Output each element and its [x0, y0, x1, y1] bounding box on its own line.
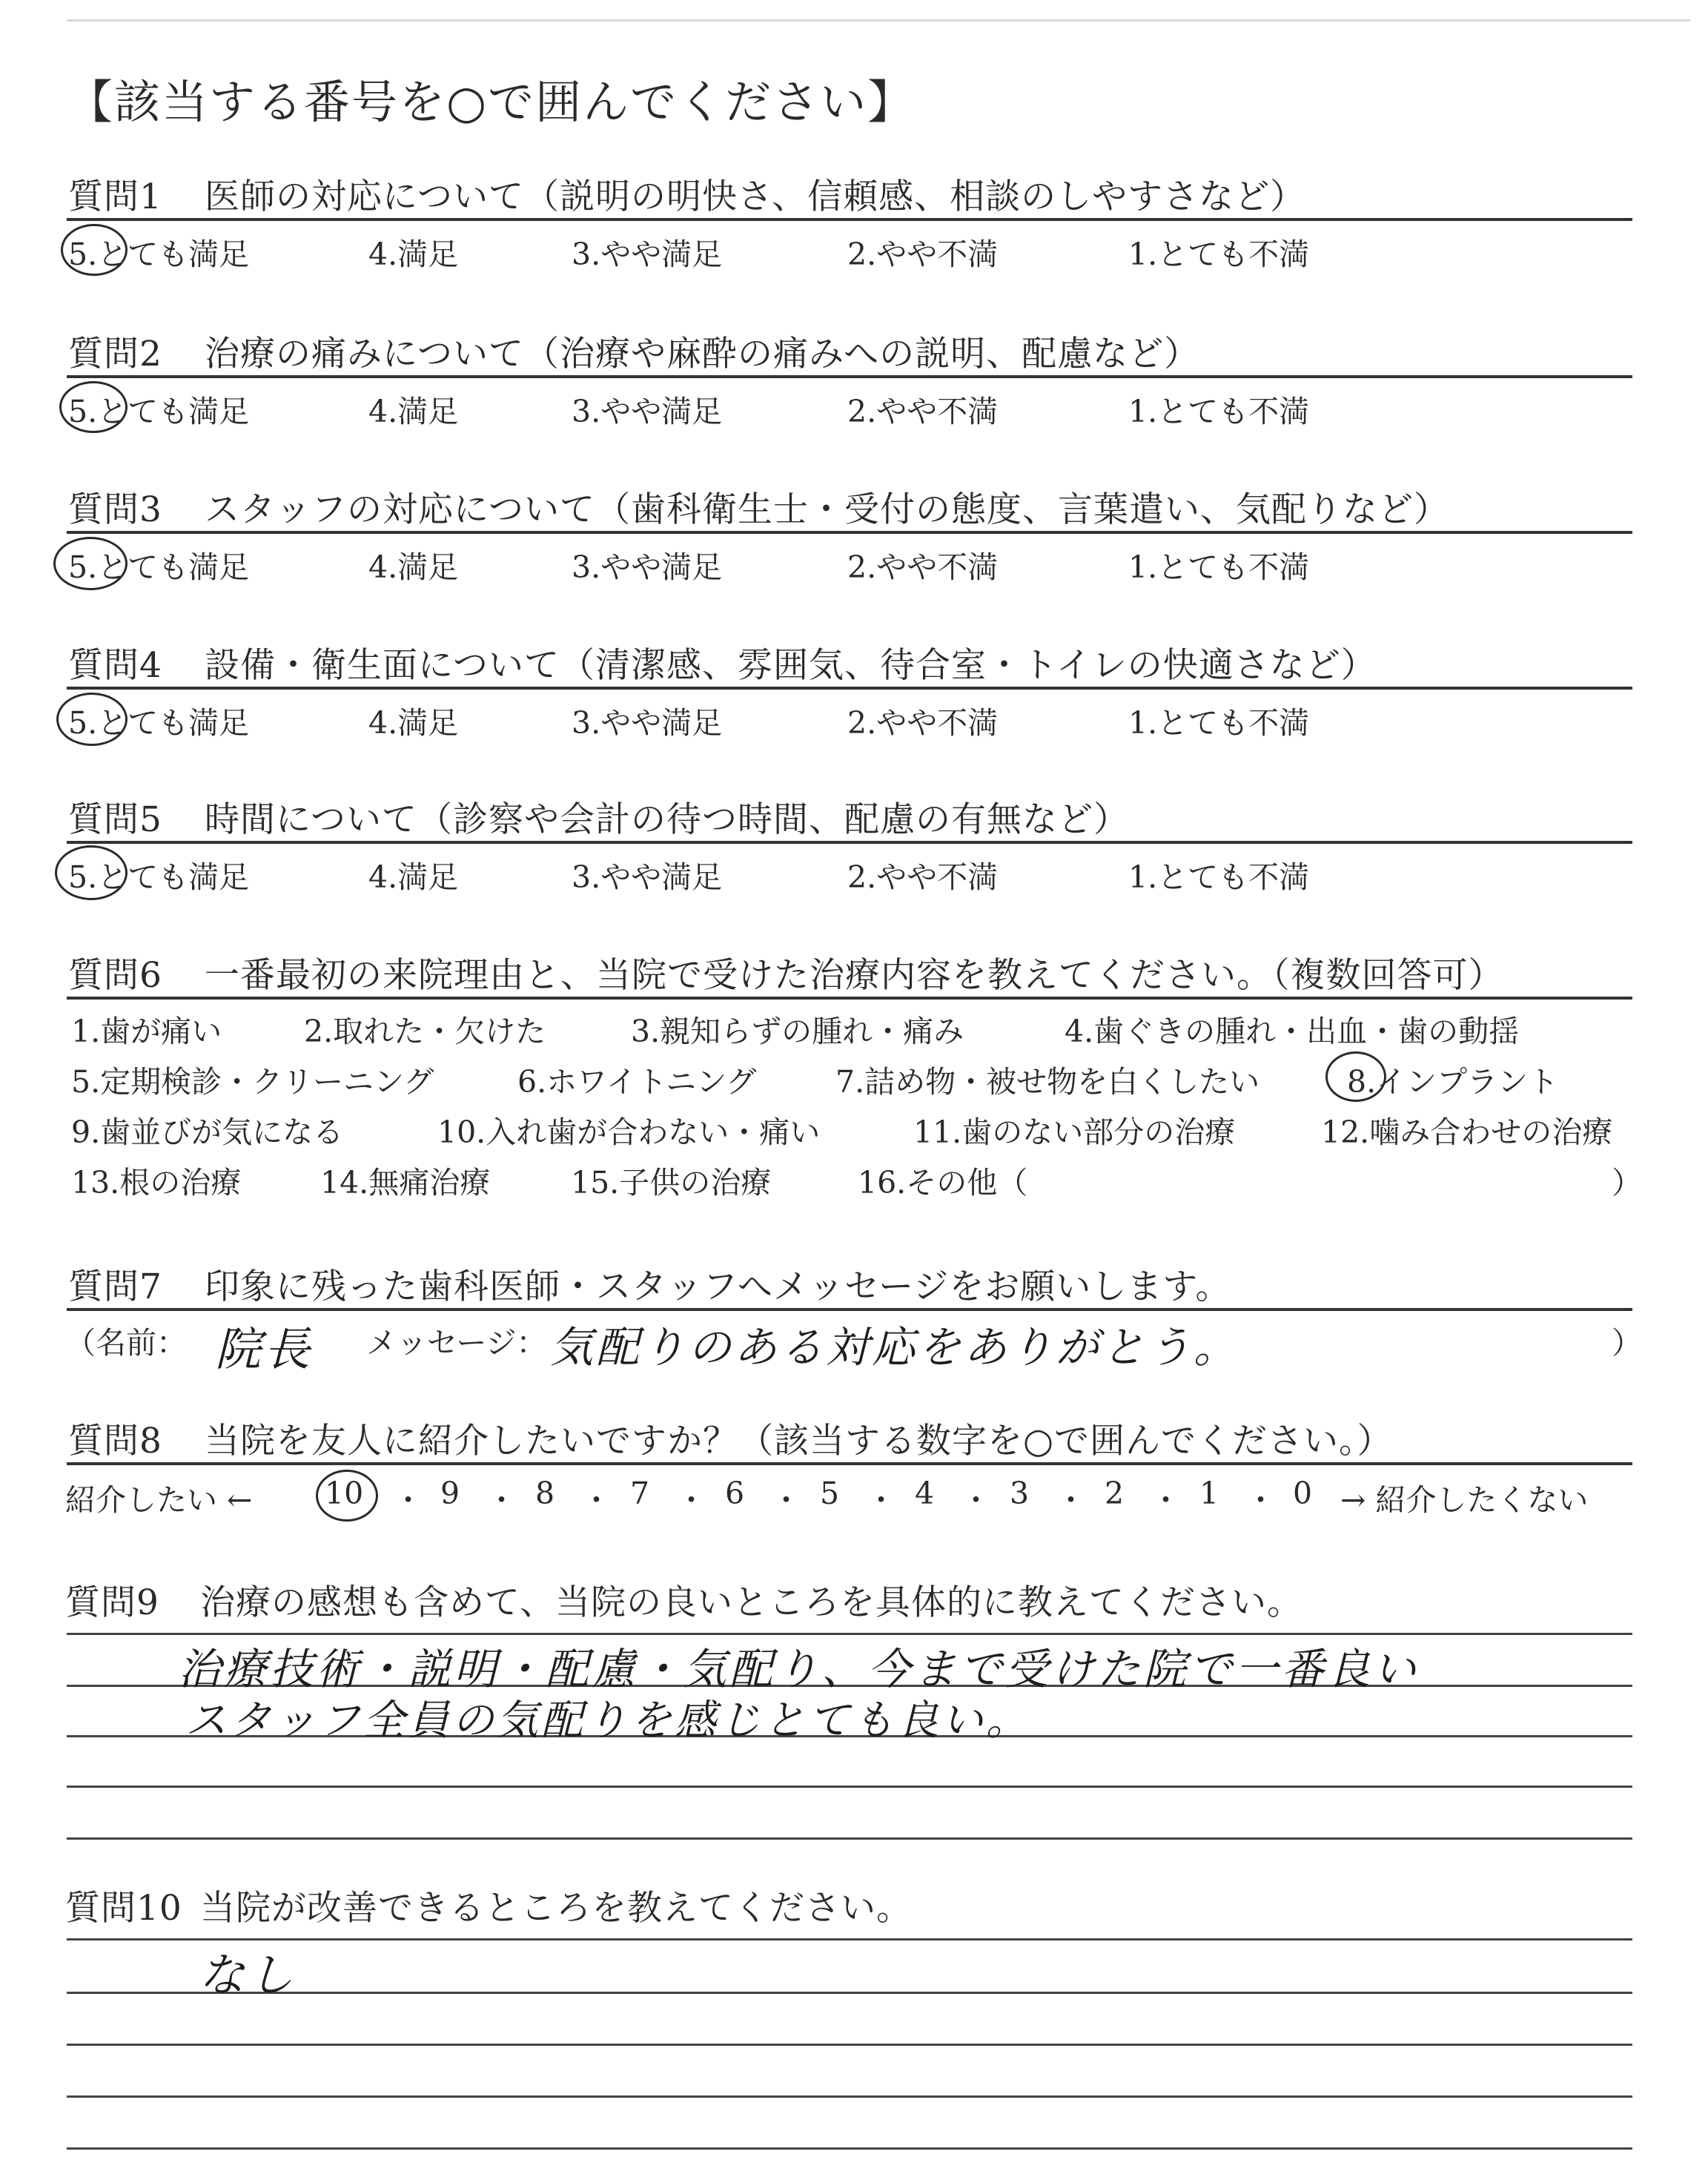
- name-label: （名前：: [65, 1325, 187, 1361]
- message-close-paren: ）: [1612, 1325, 1642, 1361]
- option-item[interactable]: 5.定期検診・クリーニング: [71, 1064, 434, 1100]
- option-5[interactable]: 5.とても満足: [68, 859, 250, 895]
- scale-separator: ・: [1151, 1482, 1181, 1518]
- scale-value-10[interactable]: 10: [325, 1476, 364, 1511]
- answer-line: [67, 1938, 1632, 1941]
- option-item[interactable]: 12.噛み合わせの治療: [1321, 1114, 1613, 1150]
- question-text: 印象に残った歯科医師・スタッフへメッセージをお願いします。: [205, 1266, 1231, 1307]
- other-close-paren: ）: [1612, 1165, 1642, 1200]
- option-item[interactable]: 4.歯ぐきの腫れ・出血・歯の動揺: [1065, 1014, 1520, 1049]
- handwritten-answer-line[interactable]: 治療技術・説明・配慮・気配り、今まで受けた院で一番良い: [178, 1644, 1420, 1694]
- option-2[interactable]: 2.やや不満: [847, 394, 999, 429]
- selected-circle-mark: [59, 381, 128, 433]
- option-4[interactable]: 4.満足: [368, 237, 459, 272]
- scale-value-7[interactable]: 7: [630, 1476, 650, 1511]
- option-item[interactable]: 8.インプラント: [1347, 1064, 1559, 1100]
- option-3[interactable]: 3.やや満足: [572, 394, 723, 429]
- option-item[interactable]: 1.歯が痛い: [71, 1014, 222, 1049]
- question-text: 治療の感想も含めて、当院の良いところを具体的に教えてください。: [200, 1582, 1303, 1623]
- question-number: 質問10: [65, 1888, 182, 1929]
- option-1[interactable]: 1.とても不満: [1128, 237, 1310, 272]
- option-2[interactable]: 2.やや不満: [847, 859, 999, 895]
- option-item[interactable]: 10.入れ歯が合わない・痛い: [437, 1114, 821, 1150]
- option-1[interactable]: 1.とても不満: [1128, 549, 1310, 585]
- name-handwritten[interactable]: 院長: [215, 1322, 314, 1376]
- option-item-other[interactable]: 16.その他（: [858, 1165, 1028, 1200]
- option-4[interactable]: 4.満足: [368, 705, 459, 741]
- question-underline: [67, 841, 1632, 844]
- scale-separator: ・: [866, 1482, 896, 1518]
- option-5[interactable]: 5.とても満足: [68, 394, 250, 429]
- message-label: メッセージ：: [366, 1325, 547, 1361]
- option-item[interactable]: 6.ホワイトニング: [517, 1064, 757, 1100]
- scale-right-label: → 紹介したくない: [1340, 1482, 1589, 1518]
- option-3[interactable]: 3.やや満足: [572, 549, 723, 585]
- scale-separator: ・: [771, 1482, 801, 1518]
- answer-line: [67, 1837, 1632, 1840]
- scale-left-label: 紹介したい ←: [65, 1482, 253, 1518]
- option-3[interactable]: 3.やや満足: [572, 859, 723, 895]
- question-number: 質問4: [68, 645, 162, 686]
- scale-separator: ・: [1245, 1482, 1276, 1518]
- scale-value-5[interactable]: 5: [820, 1476, 840, 1511]
- scale-value-8[interactable]: 8: [535, 1476, 555, 1511]
- scale-value-2[interactable]: 2: [1105, 1476, 1125, 1511]
- scale-separator: ・: [676, 1482, 706, 1518]
- handwritten-answer-line[interactable]: スタッフ全員の気配りを感じとても良い。: [185, 1697, 1030, 1745]
- question-underline: [67, 997, 1632, 1000]
- option-2[interactable]: 2.やや不満: [847, 549, 999, 585]
- option-item[interactable]: 15.子供の治療: [571, 1165, 772, 1200]
- option-1[interactable]: 1.とても不満: [1128, 394, 1310, 429]
- option-2[interactable]: 2.やや不満: [847, 237, 999, 272]
- answer-line: [67, 2147, 1632, 2150]
- scale-value-9[interactable]: 9: [440, 1476, 460, 1511]
- scale-separator: ・: [1056, 1482, 1086, 1518]
- question-underline: [67, 687, 1632, 690]
- question-text: 一番最初の来院理由と、当院で受けた治療内容を教えてください。（複数回答可）: [205, 955, 1504, 996]
- option-item[interactable]: 11.歯のない部分の治療: [913, 1114, 1236, 1150]
- question-underline: [67, 375, 1632, 378]
- question-text: 当院を友人に紹介したいですか？（該当する数字を○で囲んでください。）: [205, 1421, 1393, 1462]
- option-3[interactable]: 3.やや満足: [572, 705, 723, 741]
- question-text: スタッフの対応について（歯科衛生士・受付の態度、言葉遣い、気配りなど）: [205, 489, 1450, 530]
- scale-value-1[interactable]: 1: [1199, 1476, 1219, 1511]
- question-number: 質問6: [68, 955, 162, 996]
- page-top-border: [67, 19, 1690, 22]
- answer-line: [67, 1786, 1632, 1788]
- page-title: 【該当する番号を○で囲んでください】: [67, 75, 916, 129]
- question-underline: [67, 1462, 1632, 1465]
- option-item[interactable]: 3.親知らずの腫れ・痛み: [631, 1014, 964, 1049]
- question-text: 当院が改善できるところを教えてください。: [200, 1888, 912, 1929]
- selected-circle-mark: [61, 224, 128, 276]
- scale-separator: ・: [961, 1482, 991, 1518]
- selected-circle-mark: [316, 1470, 378, 1522]
- question-number: 質問1: [68, 176, 162, 217]
- question-underline: [67, 1308, 1632, 1311]
- question-number: 質問3: [68, 489, 162, 530]
- option-5[interactable]: 5.とても満足: [68, 549, 250, 585]
- option-1[interactable]: 1.とても不満: [1128, 859, 1310, 895]
- option-3[interactable]: 3.やや満足: [572, 237, 723, 272]
- question-number: 質問9: [65, 1582, 159, 1623]
- option-4[interactable]: 4.満足: [368, 394, 459, 429]
- scale-value-4[interactable]: 4: [915, 1476, 935, 1511]
- answer-line: [67, 1992, 1632, 1994]
- question-text: 医師の対応について（説明の明快さ、信頼感、相談のしやすさなど）: [205, 176, 1306, 217]
- option-4[interactable]: 4.満足: [368, 859, 459, 895]
- option-5[interactable]: 5.とても満足: [68, 705, 250, 741]
- question-text: 時間について（診察や会計の待つ時間、配慮の有無など）: [205, 799, 1130, 840]
- option-item[interactable]: 2.取れた・欠けた: [304, 1014, 546, 1049]
- handwritten-answer-line[interactable]: なし: [199, 1948, 297, 2002]
- question-underline: [67, 531, 1632, 534]
- scale-separator: ・: [581, 1482, 612, 1518]
- scale-value-3[interactable]: 3: [1010, 1476, 1030, 1511]
- question-text: 設備・衛生面について（清潔感、雰囲気、待合室・トイレの快適さなど）: [205, 645, 1377, 686]
- option-item[interactable]: 7.詰め物・被せ物を白くしたい: [835, 1064, 1260, 1100]
- answer-line: [67, 2095, 1632, 2098]
- option-item[interactable]: 13.根の治療: [71, 1165, 242, 1200]
- question-number: 質問5: [68, 799, 162, 840]
- selected-circle-mark: [1325, 1051, 1386, 1102]
- message-handwritten[interactable]: 気配りのある対応をありがとう。: [550, 1322, 1240, 1373]
- scale-value-6[interactable]: 6: [725, 1476, 745, 1511]
- option-4[interactable]: 4.満足: [368, 549, 459, 585]
- selected-circle-mark: [55, 845, 128, 900]
- option-1[interactable]: 1.とても不満: [1128, 705, 1310, 741]
- selected-circle-mark: [53, 537, 128, 590]
- scale-separator: ・: [486, 1482, 517, 1518]
- selected-circle-mark: [56, 693, 128, 746]
- option-item[interactable]: 14.無痛治療: [320, 1165, 491, 1200]
- option-item[interactable]: 9.歯並びが気になる: [71, 1114, 344, 1150]
- scale-separator: ・: [393, 1482, 423, 1518]
- question-number: 質問2: [68, 334, 162, 374]
- answer-line: [67, 2044, 1632, 2046]
- option-5[interactable]: 5.とても満足: [68, 237, 250, 272]
- question-number: 質問8: [68, 1421, 162, 1462]
- question-number: 質問7: [68, 1266, 162, 1307]
- question-underline: [67, 218, 1632, 221]
- question-text: 治療の痛みについて（治療や麻酔の痛みへの説明、配慮など）: [205, 334, 1200, 374]
- option-2[interactable]: 2.やや不満: [847, 705, 999, 741]
- scale-value-0[interactable]: 0: [1293, 1476, 1313, 1511]
